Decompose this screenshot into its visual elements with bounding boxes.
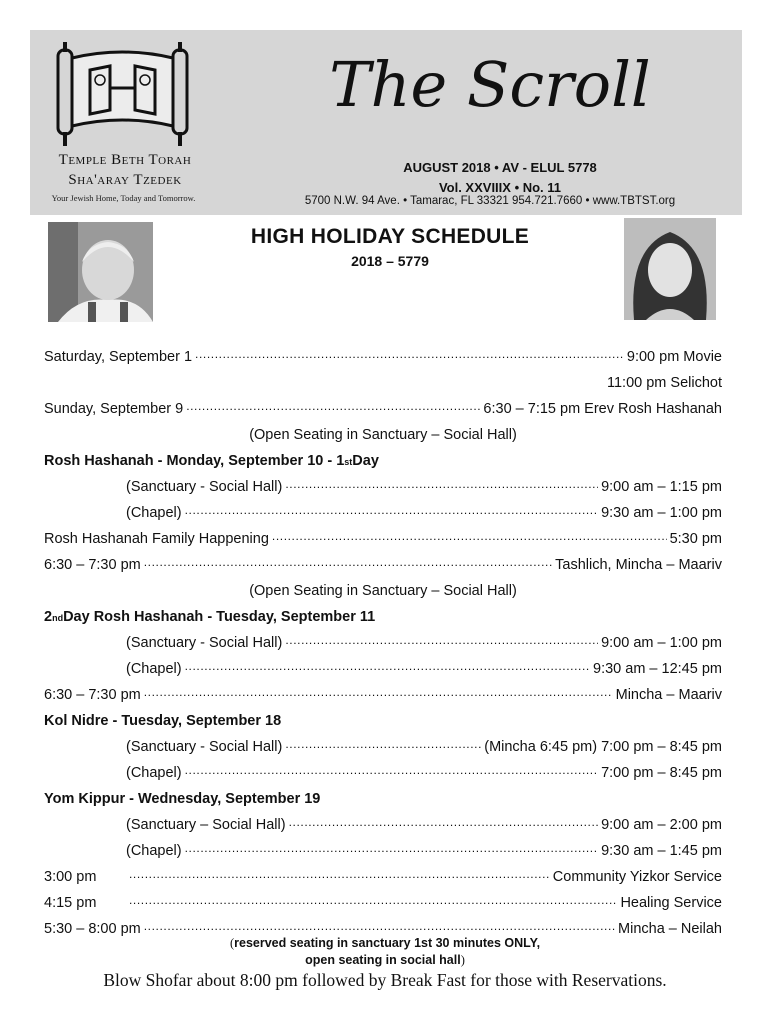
schedule-heading: Yom Kippur - Wednesday, September 19 xyxy=(44,791,321,807)
schedule-row: (Chapel) ..... 9:30 am – 12:45 pm xyxy=(44,656,722,682)
schedule-heading: Kol Nidre - Tuesday, September 18 xyxy=(44,713,282,729)
newsletter-title: The Scroll xyxy=(329,48,651,121)
schedule-note: (Open Seating in Sanctuary – Social Hall) xyxy=(249,427,517,443)
schedule-row: Saturday, September 1 ..... 9:00 pm Movie xyxy=(44,344,722,370)
schedule-row: Sunday, September 9 ..... 6:30 – 7:15 pm Erev Rosh Hashanah xyxy=(44,396,722,422)
schedule-row: (Sanctuary - Social Hall) ..... 9:00 am – 1:15 pm xyxy=(44,474,722,500)
temple-name: Temple Beth Torah Sha'aray Tzedek xyxy=(58,152,192,188)
schedule-row: 6:30 – 7:30 pm ..... Tashlich, Mincha – Maariv xyxy=(44,552,722,578)
rabbi-photo xyxy=(48,222,153,322)
footer-note: Blow Shofar about 8:00 pm followed by Break Fast for those with Reservations. xyxy=(103,970,667,990)
schedule-row: (Sanctuary - Social Hall) ..... 9:00 am – 1:00 pm xyxy=(44,630,722,656)
schedule-row: 3:00 pm ..... Community Yizkor Service xyxy=(44,864,722,890)
schedule-heading: Rosh Hashanah - Monday, September 10 - 1 st Day xyxy=(44,453,379,469)
schedule-row: (Chapel) ..... 9:30 am – 1:45 pm xyxy=(44,838,722,864)
schedule-row: (Sanctuary - Social Hall) ..... (Mincha 6:45 pm) 7:00 pm – 8:45 pm xyxy=(44,734,722,760)
schedule-row: (Sanctuary – Social Hall) ..... 9:00 am – 2:00 pm xyxy=(44,812,722,838)
schedule-row: 5:30 – 8:00 pm ..... Mincha – Neilah xyxy=(44,916,722,942)
torah-scroll-logo xyxy=(50,40,195,150)
schedule-row: Rosh Hashanah Family Happening ..... 5:30 pm xyxy=(44,526,722,552)
schedule-row: (Chapel) ..... 9:30 am – 1:00 pm xyxy=(44,500,722,526)
cantor-photo xyxy=(624,218,716,320)
schedule-row: (Chapel) ..... 7:00 pm – 8:45 pm xyxy=(44,760,722,786)
issue-info: AUGUST 2018 • AV - ELUL 5778 Vol. XXVIIIX • No. 11 xyxy=(403,160,597,195)
seating-note: (reserved seating in sanctuary 1st 30 minutes ONLY, open seating in social hall) xyxy=(229,936,541,967)
temple-tagline: Your Jewish Home, Today and Tomorrow. xyxy=(51,193,196,203)
holiday-schedule xyxy=(44,344,722,942)
page-headline: HIGH HOLIDAY SCHEDULE xyxy=(250,225,530,248)
page-subhead: 2018 – 5779 xyxy=(351,253,429,269)
schedule-note: (Open Seating in Sanctuary – Social Hall) xyxy=(249,583,517,599)
schedule-row: 6:30 – 7:30 pm ..... Mincha – Maariv xyxy=(44,682,722,708)
schedule-heading: 2 nd Day Rosh Hashanah - Tuesday, September 11 xyxy=(44,609,376,625)
temple-address: 5700 N.W. 94 Ave. • Tamarac, FL 33321 954.721.7660 • www.TBTST.org xyxy=(304,195,676,207)
schedule-row: 11:00 pm Selichot xyxy=(607,375,722,391)
schedule-row: 4:15 pm ..... Healing Service xyxy=(44,890,722,916)
